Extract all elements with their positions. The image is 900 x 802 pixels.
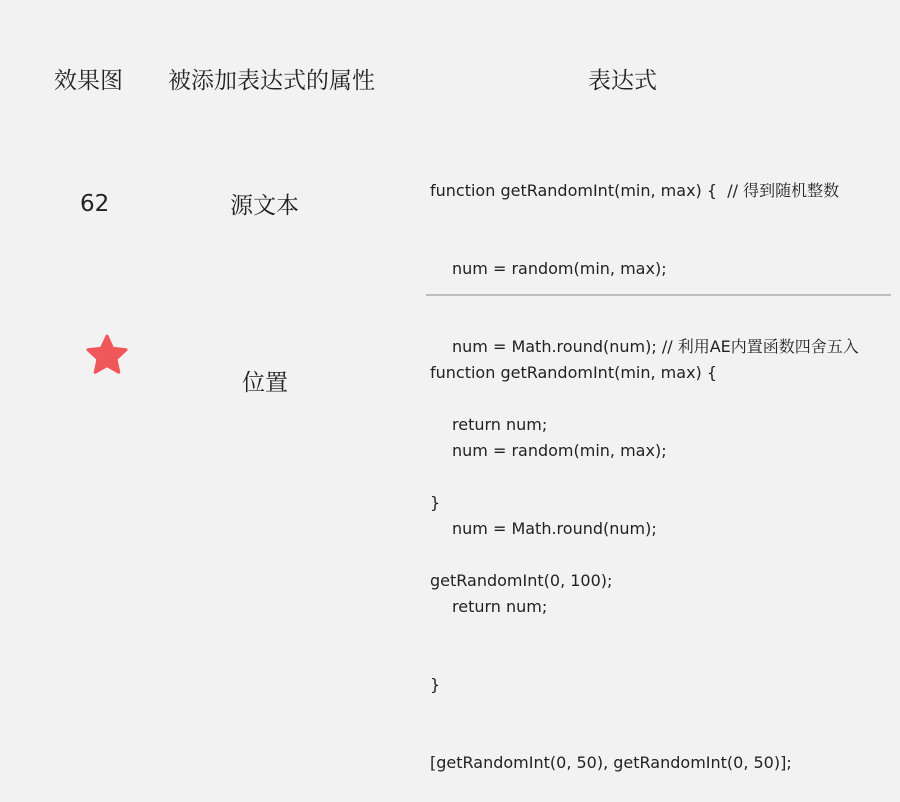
code-line: num = random(min, max);: [452, 259, 667, 278]
code-line: num = Math.round(num);: [452, 519, 657, 538]
code-line: return num;: [452, 597, 548, 616]
column-header-expression: 表达式: [588, 68, 657, 94]
row-2-property: 位置: [242, 370, 288, 396]
star-icon: [85, 333, 129, 377]
code-line: return num;: [452, 415, 548, 434]
code-line: getRandomInt(0, 100);: [430, 571, 613, 590]
row-divider: [426, 294, 891, 296]
code-line: }: [430, 675, 441, 694]
column-header-effect: 效果图: [54, 68, 123, 94]
row-2-expression-code: [430, 308, 890, 802]
row-1-property: 源文本: [230, 193, 299, 219]
code-line: num = random(min, max);: [452, 441, 667, 460]
code-line: [getRandomInt(0, 50), getRandomInt(0, 50)];: [430, 753, 792, 772]
code-line: function getRandomInt(min, max) { // 得到随机整数: [430, 181, 840, 200]
code-line: function getRandomInt(min, max) {: [430, 363, 718, 382]
code-line: num = Math.round(num); // 利用AE内置函数四舍五入: [452, 337, 859, 356]
row-1-effect-value: 62: [80, 191, 110, 217]
column-header-property: 被添加表达式的属性: [168, 68, 375, 94]
code-line: }: [430, 493, 441, 512]
